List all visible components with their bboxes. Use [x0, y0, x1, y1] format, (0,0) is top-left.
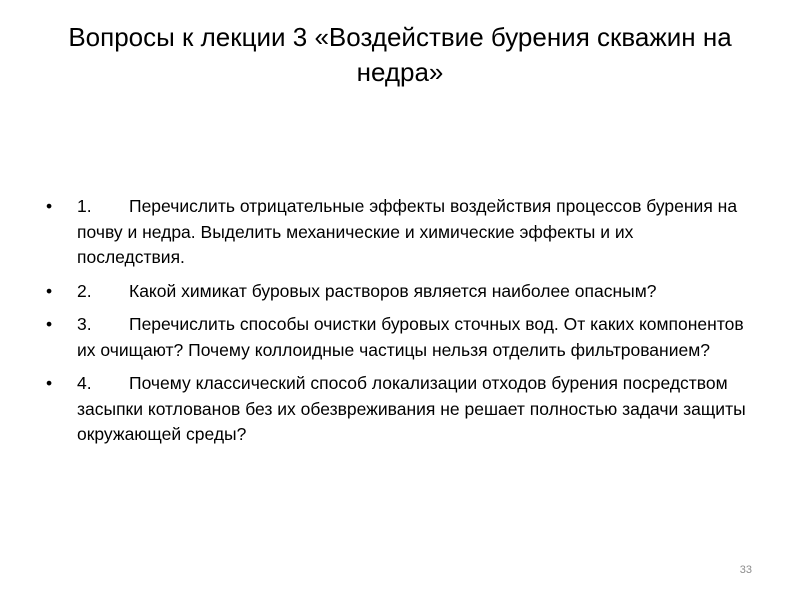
- question-text: Перечислить способы очистки буровых сточных вод. От каких компонентов их очищают? Почему коллоидные частицы нельзя отделить фильтрованием?: [77, 314, 744, 360]
- question-text: Какой химикат буровых растворов является наиболее опасным?: [129, 280, 657, 301]
- bullet-icon: •: [46, 373, 53, 393]
- question-text: Почему классический способ локализации отходов бурения посредством засыпки котлованов без их обезвреживания не решает полностью задачи защиты окружающей среды?: [77, 373, 746, 444]
- question-number: 1.: [77, 196, 92, 216]
- bullet-icon: •: [46, 280, 53, 301]
- question-text: Перечислить отрицательные эффекты воздействия процессов бурения на почву и недра. Выделить механические и химические эффекты и их последствия.: [77, 196, 738, 267]
- question-list: [46, 194, 746, 456]
- bullet-icon: •: [46, 196, 53, 216]
- question-item-2: [46, 279, 746, 305]
- page-number: 33: [739, 564, 752, 576]
- question-number: 2.: [77, 280, 92, 301]
- question-item-4: [46, 371, 746, 448]
- question-number: 3.: [77, 314, 92, 334]
- question-item-3: [46, 312, 746, 363]
- slide-title: Вопросы к лекции 3 «Воздействие бурения скважин на недра»: [68, 22, 732, 87]
- bullet-icon: •: [46, 314, 53, 334]
- question-item-1: [46, 194, 746, 271]
- question-number: 4.: [77, 373, 92, 393]
